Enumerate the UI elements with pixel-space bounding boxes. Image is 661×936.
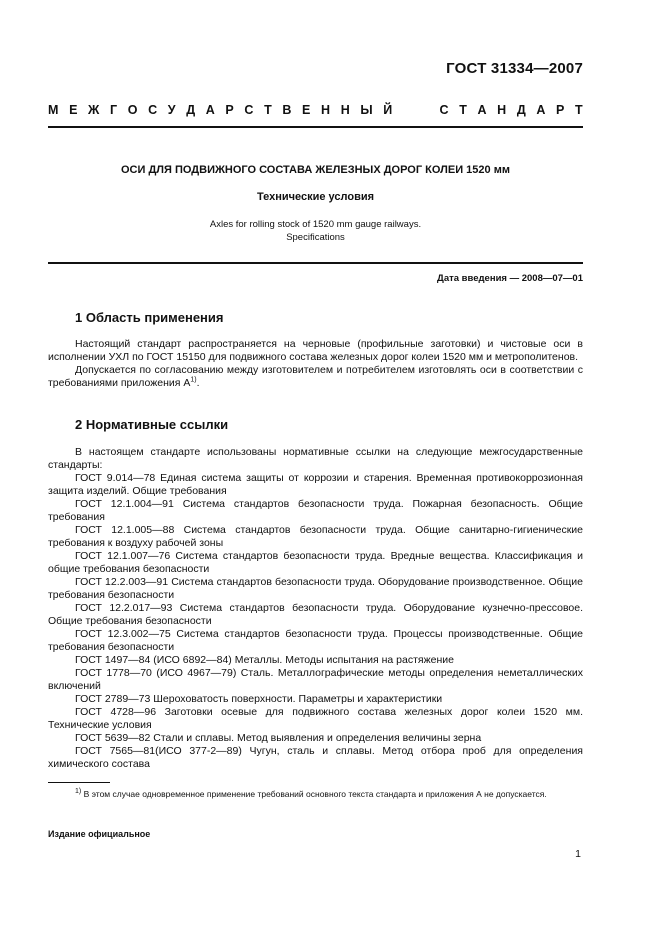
reference-item: ГОСТ 5639—82 Стали и сплавы. Метод выявления и определения величины зерна bbox=[75, 732, 482, 744]
reference-item: ГОСТ 9.014—78 Единая система защиты от коррозии и старения. Временная противокоррозионная защита изделий. Общие требования bbox=[48, 472, 583, 497]
heading-letter: Т bbox=[575, 103, 583, 117]
heading-letter: Д bbox=[516, 103, 526, 117]
heading-letter: Й bbox=[383, 103, 393, 117]
heading-letter: Ы bbox=[360, 103, 373, 117]
heading-letter: С bbox=[244, 103, 254, 117]
footnote bbox=[48, 788, 583, 801]
reference-item: ГОСТ 12.1.004—91 Система стандартов безопасности труда. Пожарная безопасность. Общие требования bbox=[48, 498, 583, 523]
title-divider bbox=[48, 262, 583, 264]
english-title-line1: Axles for rolling stock of 1520 mm gauge railways. bbox=[209, 219, 422, 230]
footnote-divider bbox=[48, 782, 110, 783]
document-title: ОСИ ДЛЯ ПОДВИЖНОГО СОСТАВА ЖЕЛЕЗНЫХ ДОРОГ КОЛЕИ 1520 мм bbox=[121, 164, 510, 176]
section-1-paragraph bbox=[48, 364, 583, 390]
paragraph-end: . bbox=[196, 377, 200, 389]
english-title bbox=[48, 218, 583, 244]
footnote-marker: 1) bbox=[75, 788, 82, 796]
heading-word-gap bbox=[403, 103, 429, 117]
heading-letter: Т bbox=[264, 103, 272, 117]
page-number: 1 bbox=[575, 848, 581, 860]
heading-letter: С bbox=[439, 103, 449, 117]
reference-item: ГОСТ 4728—96 Заготовки осевые для подвижного состава железных дорог колеи 1520 мм. Технические условия bbox=[48, 706, 583, 731]
paragraph-text: Допускается по согласованию между изготовителем и потребителем изготовлять оси в соответствии с требованиями приложения А bbox=[48, 364, 583, 389]
standard-type-heading bbox=[48, 103, 583, 117]
footnote-paragraph bbox=[48, 788, 583, 801]
official-edition-label: Издание официальное bbox=[48, 829, 151, 839]
heading-letter: Н bbox=[497, 103, 507, 117]
heading-letter: Е bbox=[69, 103, 78, 117]
heading-letter: В bbox=[282, 103, 292, 117]
heading-letter: С bbox=[148, 103, 158, 117]
section-1-heading: 1 Область применения bbox=[75, 310, 224, 325]
top-divider bbox=[48, 126, 583, 128]
footnote-reference: 1) bbox=[190, 376, 197, 384]
doc-number: ГОСТ 31334—2007 bbox=[446, 60, 583, 77]
heading-letter: М bbox=[48, 103, 59, 117]
heading-letter: А bbox=[477, 103, 487, 117]
section-2-heading: 2 Нормативные ссылки bbox=[75, 417, 229, 432]
heading-letter: О bbox=[127, 103, 138, 117]
normative-references bbox=[48, 446, 583, 771]
heading-letter: А bbox=[536, 103, 546, 117]
reference-item: ГОСТ 2789—73 Шероховатость поверхности. Параметры и характеристики bbox=[75, 693, 443, 705]
reference-item: ГОСТ 12.1.007—76 Система стандартов безопасности труда. Вредные вещества. Классификация и общие требования безопасности bbox=[48, 550, 583, 575]
section-1-body bbox=[48, 338, 583, 390]
document-subtitle: Технические условия bbox=[256, 191, 375, 203]
reference-item: ГОСТ 12.3.002—75 Система стандартов безопасности труда. Процессы производственные. Общие требования безопасности bbox=[48, 628, 583, 653]
heading-letter: Т bbox=[459, 103, 467, 117]
references-intro: В настоящем стандарте использованы нормативные ссылки на следующие межгосударственные стандарты: bbox=[48, 446, 583, 471]
heading-letter: Р bbox=[556, 103, 565, 117]
reference-item: ГОСТ 12.1.005—88 Система стандартов безопасности труда. Общие санитарно-гигиенические требования к воздуху рабочей зоны bbox=[48, 524, 583, 549]
heading-letter: Е bbox=[302, 103, 311, 117]
heading-letter: Н bbox=[321, 103, 331, 117]
heading-letter: Н bbox=[340, 103, 350, 117]
english-title-line2: Specifications bbox=[286, 232, 345, 243]
heading-letter: А bbox=[205, 103, 215, 117]
heading-letter: Ж bbox=[88, 103, 100, 117]
heading-letter: Д bbox=[186, 103, 196, 117]
section-1-paragraph: Настоящий стандарт распространяется на черновые (профильные заготовки) и чистовые оси в исполнении УХЛ по ГОСТ 15150 для подвижного состава железных дорог колеи 1520 мм и метрополитенов. bbox=[48, 338, 583, 363]
reference-item: ГОСТ 1497—84 (ИСО 6892—84) Металлы. Методы испытания на растяжение bbox=[75, 654, 454, 666]
reference-item: ГОСТ 1778—70 (ИСО 4967—79) Сталь. Металлографические методы определения неметаллических включений bbox=[48, 667, 583, 692]
introduction-date: Дата введения — 2008—07—01 bbox=[437, 273, 583, 284]
heading-letter: У bbox=[167, 103, 176, 117]
reference-item: ГОСТ 12.2.017—93 Система стандартов безопасности труда. Оборудование кузнечно-прессовое. Общие требования безопасности bbox=[48, 602, 583, 627]
heading-letter: Г bbox=[110, 103, 118, 117]
reference-item: ГОСТ 7565—81(ИСО 377-2—89) Чугун, сталь и сплавы. Метод отбора проб для определения химического состава bbox=[48, 745, 583, 770]
reference-item: ГОСТ 12.2.003—91 Система стандартов безопасности труда. Оборудование производственное. Общие требования безопасности bbox=[48, 576, 583, 601]
heading-letter: Р bbox=[225, 103, 234, 117]
footnote-text: В этом случае одновременное применение требований основного текста стандарта и приложения А не допускается. bbox=[81, 789, 547, 799]
